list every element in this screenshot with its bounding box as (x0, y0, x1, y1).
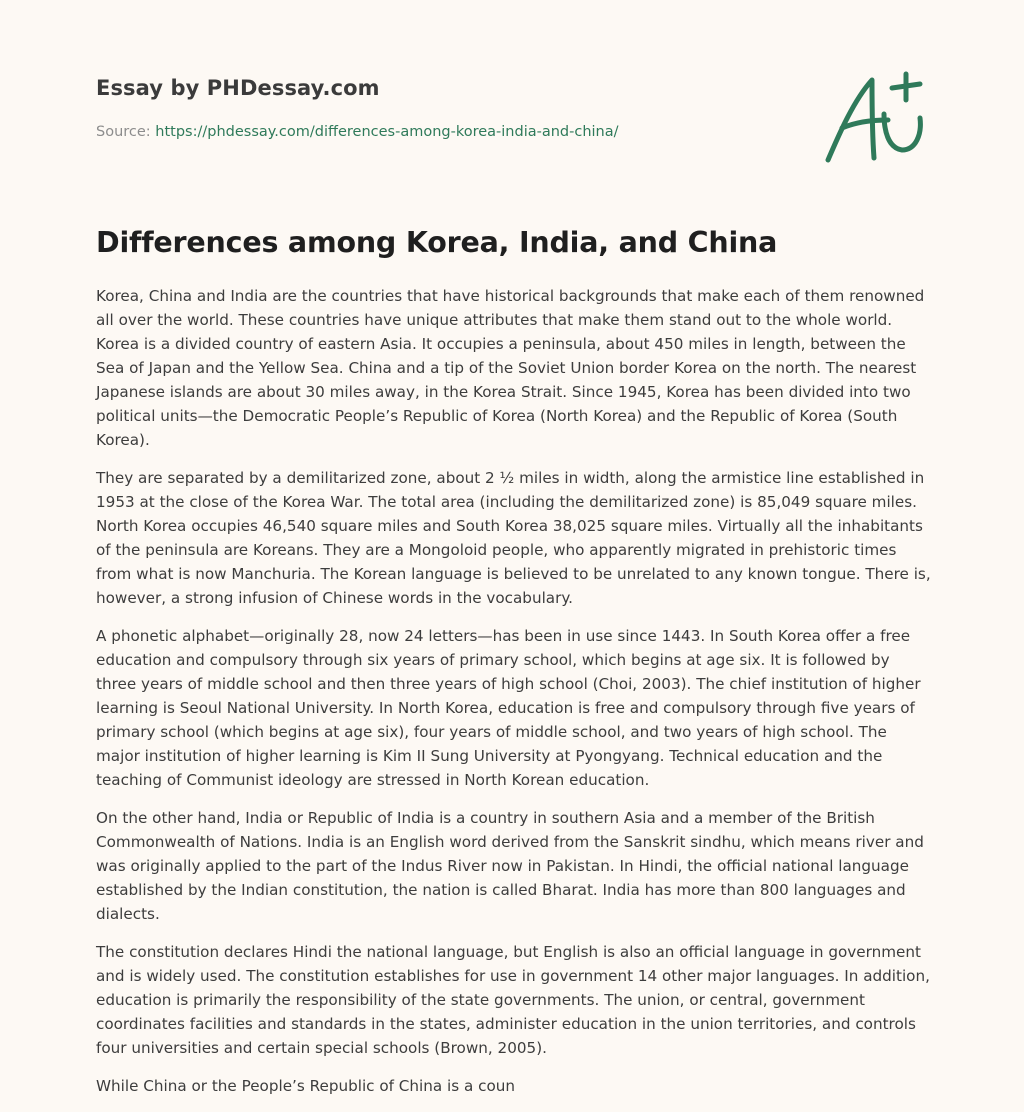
source-link[interactable]: https://phdessay.com/differences-among-korea-india-and-china/ (155, 124, 619, 140)
site-brand: Essay by PHDessay.com (96, 76, 380, 100)
paragraph: On the other hand, India or Republic of India is a country in southern Asia and a member of the British Commonwealth of Nations. India is an English word derived from the Sanskrit sindhu, which means river and was originally applied to the part of the Indus River now in Pakistan. In Hindi, the official national language established by the Indian constitution, the nation is called Bharat. India has more than 800 languages and dialects. (96, 809, 924, 923)
paragraph: A phonetic alphabet—originally 28, now 24 letters—has been in use since 1443. In South Korea offer a free education and compulsory through six years of primary school, which begins at age six. It is followed by three years of middle school and then three years of high school (Choi, 2003). The chief institution of higher learning is Seoul National University. In North Korea, education is free and compulsory through five years of primary school (which begins at age six), four years of middle school, and two years of high school. The major institution of higher learning is Kim II Sung University at Pyongyang. Technical education and the teaching of Communist ideology are stressed in North Korean education. (96, 627, 921, 789)
paragraph: They are separated by a demilitarized zone, about 2 ½ miles in width, along the armistice line established in 1953 at the close of the Korea War. The total area (including the demilitarized zone) is 85,049 square miles. North Korea occupies 46,540 square miles and South Korea 38,025 square miles. Virtually all the inhabitants of the peninsula are Koreans. They are a Mongoloid people, who apparently migrated in prehistoric times from what is now Manchuria. The Korean language is believed to be unrelated to any known tongue. There is, however, a strong infusion of Chinese words in the vocabulary. (96, 469, 931, 607)
source-label: Source: (96, 124, 151, 140)
paragraph: Korea, China and India are the countries that have historical backgrounds that make each of them renowned all over the world. These countries have unique attributes that make them stand out to the whole world. Korea is a divided country of eastern Asia. It occupies a peninsula, about 450 miles in length, between the Sea of Japan and the Yellow Sea. China and a tip of the Soviet Union border Korea on the north. The nearest Japanese islands are about 30 miles away, in the Korea Strait. Since 1945, Korea has been divided into two political units—the Democratic People’s Republic of Korea (North Korea) and the Republic of Korea (South Korea). (96, 287, 925, 449)
essay-title: Differences among Korea, India, and China (96, 226, 778, 259)
a-plus-grade-icon (818, 66, 928, 166)
essay-body (96, 284, 932, 1112)
paragraph: The constitution declares Hindi the national language, but English is also an official language in government and is widely used. The constitution establishes for use in government 14 other major languages. In addition, education is primarily the responsibility of the state governments. The union, or central, government coordinates facilities and standards in the states, administer education in the union territories, and controls four universities and certain special schools (Brown, 2005). (96, 943, 930, 1057)
source-line (96, 124, 619, 140)
paragraph: While China or the People’s Republic of China is a coun (96, 1077, 516, 1095)
